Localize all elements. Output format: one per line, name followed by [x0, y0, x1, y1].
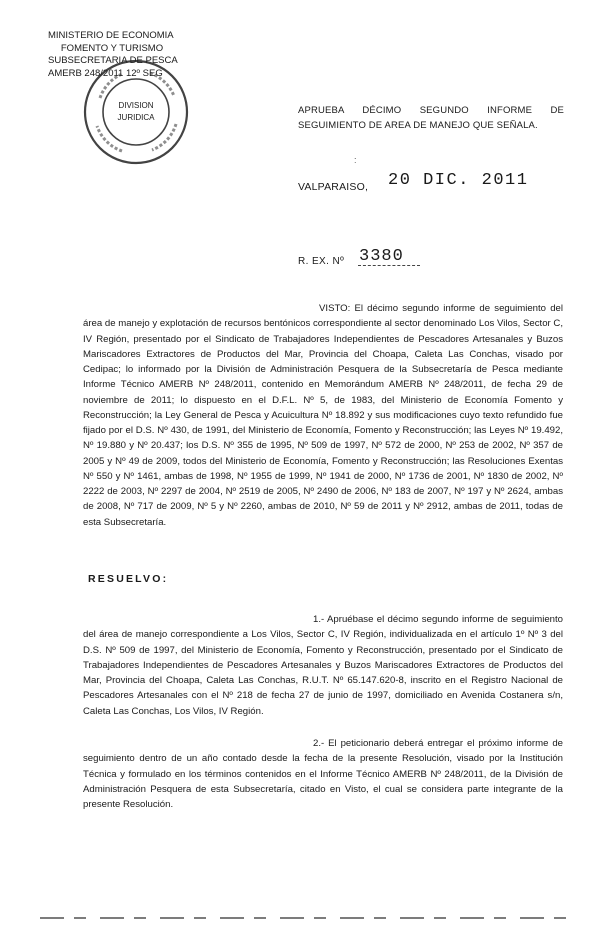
letterhead-ministry: MINISTERIO DE ECONOMIA: [48, 30, 174, 41]
point-2-number: 2.-: [313, 738, 325, 749]
visto-text: El décimo segundo informe de seguimiento del área de manejo y explotación de recursos bentónicos correspondiente al sector denominado Los Vilos, Sector C, IV Región, presentado por el Sindicato de Trabajadores Independientes de Pescadores Artesanales y Buzos Mariscadores Extractores de Productos del Mar, Provincia del Choapa, Caleta Las Conchas, visado por Cedipac; lo informado por la División de Administración Pesquera de la Subsecretaría de Pesca mediante Informe Técnico AMERB Nº 248/2011, contenido en Memorándum AMERB Nº 248/2011, de fecha 29 de noviembre de 2011; lo dispuesto en el D.F.L. Nº 5, de 1983, del Ministerio de Economía Fomento y Reconstrucción; la Ley General de Pesca y Acuicultura Nº 18.892 y sus modificaciones cuyo texto refundido fue fijado por el D.S. Nº 430, de 1991, del Ministerio de Economía, Fomento y Reconstrucción; las Leyes Nº 19.492, Nº 19.880 y Nº 20.437; los D.S. Nº 355 de 1995, Nº 509 de 1997, Nº 572 de 2000, Nº 253 de 2002, Nº 357 de 2005 y Nº 49 de 2009, todos del Ministerio de Economía, Fomento y Reconstrucción; las Resoluciones Exentas Nº 550 y Nº 1461, ambas de 1998, Nº 1955 de 1999, Nº 1941 de 2000, Nº 1736 de 2001, Nº 1830 de 2002, Nº 2222 de 2003, Nº 2297 de 2004, Nº 2519 de 2005, Nº 2490 de 2006, Nº 183 de 2007, Nº 197 y Nº 2624, ambas de 2008, Nº 717 de 2009, Nº 5 y Nº 2260, ambas de 2010, Nº 59 de 2011 y Nº 2912, ambas de 2011, todas de esta Subsecretaría.: [83, 303, 563, 528]
resolution-number-underline: [358, 265, 420, 266]
subject-line-1: APRUEBA DÉCIMO SEGUNDO INFORME DE: [298, 105, 564, 116]
resolution-exenta-label: R. EX. Nº: [298, 256, 345, 267]
letterhead-reference: AMERB 248/2011 12º SEG: [48, 67, 163, 79]
point-1-text: Apruébase el décimo segundo informe de seguimiento del área de manejo correspondiente a Los Vilos, Sector C, IV Región, individualizada en el artículo 1º Nº 3 del D.S. Nº 509 de 1997, del Ministerio de Economía, Fomento y Reconstrucción, presentado por el Sindicato de Trabajadores Independientes de Pescadores Artesanales y Buzos Mariscadores Extractores de Productos del Mar, Provincia del Choapa, Caleta Las Conchas, R.U.T. Nº 65.147.620-8, inscrito en el Registro Nacional de Pescadores Artesanales con el Nº 218 de fecha 27 de junio de 1997, domiciliado en Avenida Costanera s/n, Caleta Las Conchas, Los Vilos, IV Región.: [83, 614, 563, 717]
subject-line-2: SEGUIMIENTO DE AREA DE MANEJO QUE SEÑALA.: [298, 120, 538, 131]
stamp-ring-lettering: [97, 73, 176, 151]
letterhead-subsecretaria: SUBSECRETARIA DE PESCA: [48, 55, 178, 66]
resuelvo-heading: RESUELVO:: [88, 573, 169, 585]
stamp-text-division: DIVISION: [118, 101, 154, 110]
place-label: VALPARAISO,: [298, 181, 369, 193]
resolution-point-1: [83, 612, 563, 719]
resolution-point-2: [83, 736, 563, 812]
bottom-cut-line: [40, 917, 570, 919]
resolution-number: 3380: [359, 247, 404, 266]
letterhead-fomento: FOMENTO Y TURISMO: [60, 42, 164, 54]
visto-lead: VISTO:: [319, 303, 351, 314]
scan-mark: :: [354, 155, 357, 165]
division-juridica-stamp: [82, 58, 190, 166]
point-2-text: El peticionario deberá entregar el próximo informe de seguimiento dentro de un año contado desde la fecha de la presente Resolución, visado por la Institución Técnica y formulado en los términos contenidos en el Informe Técnico AMERB Nº 248/2011, de la División de Administración Pesquera de esta Subsecretaría, citado en Visto, el cual se considera parte integrante de la presente Resolución.: [83, 738, 563, 810]
stamp-inner-ring: [103, 79, 169, 145]
resolution-subject: [298, 103, 564, 133]
stamp-outer-ring: [85, 61, 187, 163]
point-1-number: 1.-: [313, 614, 325, 625]
visto-paragraph: [83, 301, 563, 530]
date-stamp: 20 DIC. 2011: [388, 171, 529, 190]
stamp-text-juridica: JURIDICA: [117, 113, 155, 122]
